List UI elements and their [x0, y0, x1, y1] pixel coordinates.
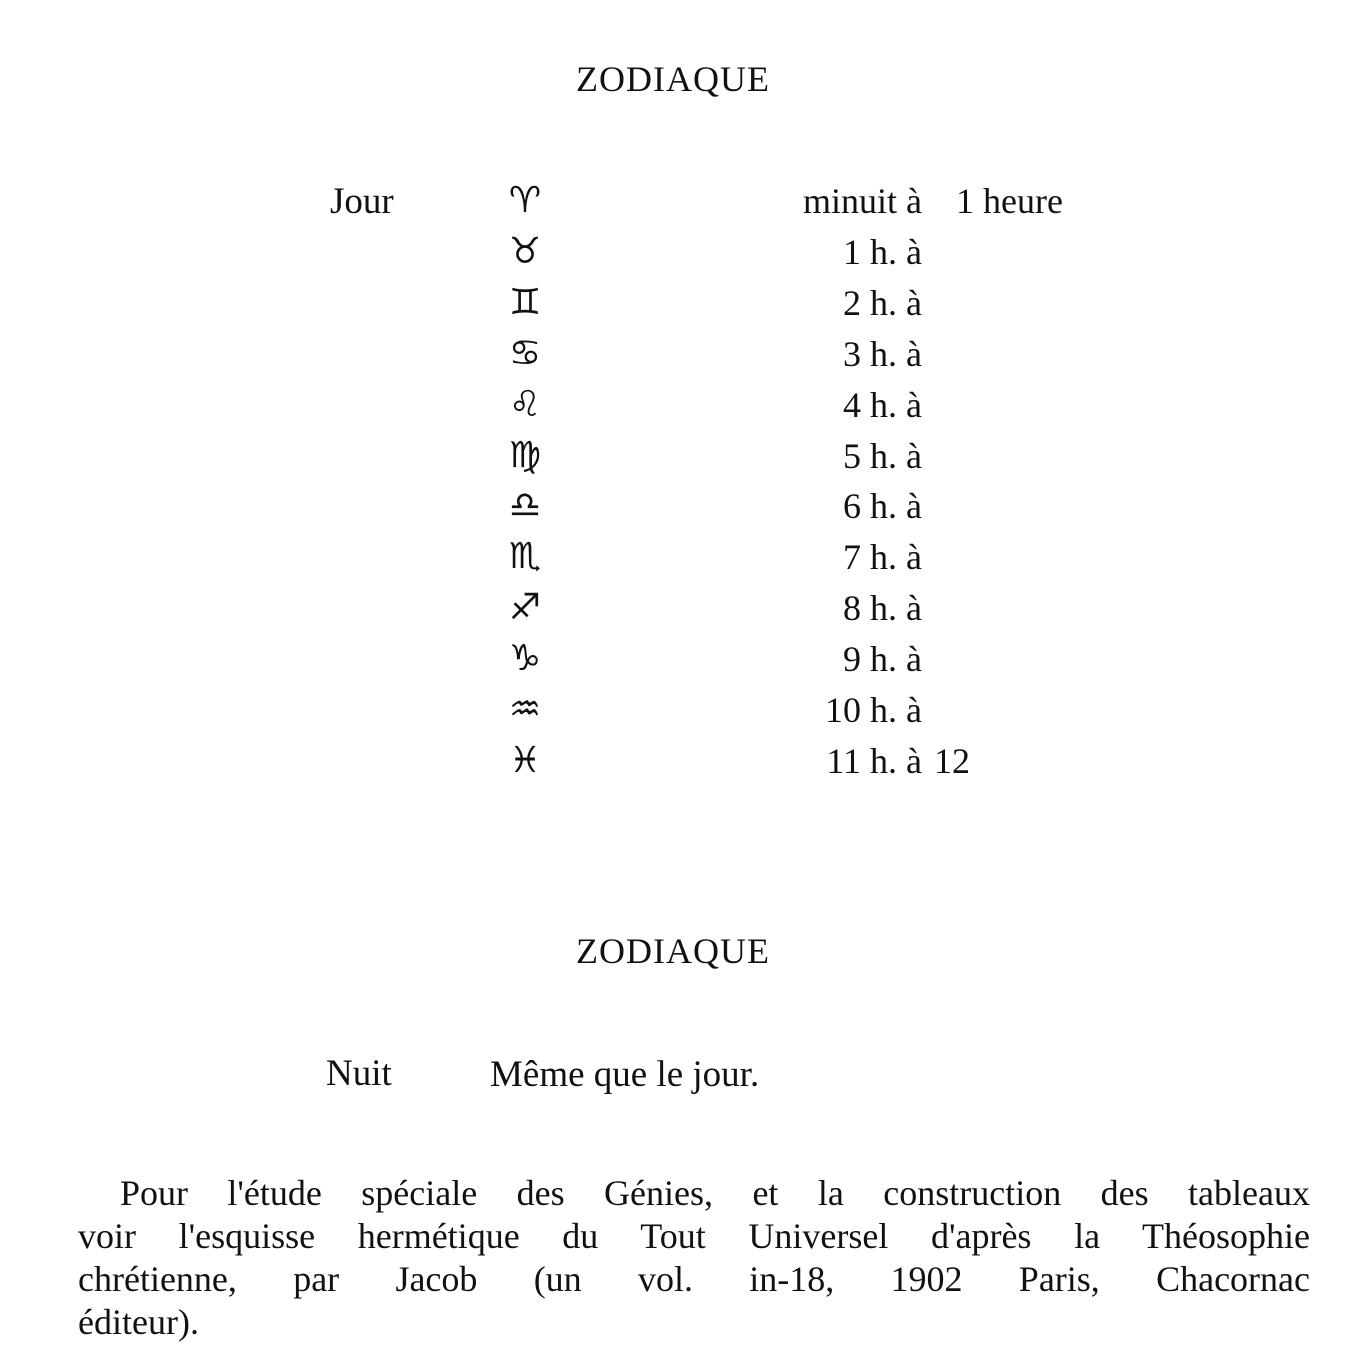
zodiac-sign-icon: ♏ — [508, 536, 542, 577]
night-text: Même que le jour. — [490, 1054, 760, 1095]
hour-start: 5 h. à — [843, 436, 922, 476]
hour-start: 3 h. à — [843, 334, 922, 374]
hour-start: 10 h. à — [825, 690, 922, 730]
table-row — [0, 587, 1346, 637]
hour-start: 8 h. à — [843, 588, 922, 628]
table-row — [0, 536, 1346, 586]
table-row — [0, 180, 1346, 230]
paragraph-line: éditeur). — [78, 1302, 199, 1342]
zodiac-sign-icon: ♓ — [508, 740, 542, 781]
hour-start: 9 h. à — [843, 639, 922, 679]
zodiac-sign-icon: ♌ — [508, 384, 542, 425]
zodiac-sign-icon: ♈ — [508, 180, 542, 221]
zodiac-sign-icon: ♉ — [508, 231, 542, 272]
zodiac-sign-icon: ♍ — [508, 435, 542, 476]
hour-start: minuit à — [803, 181, 922, 221]
paragraph-line: Pour l'étude spéciale des Génies, et la construction des tableaux — [120, 1173, 1310, 1213]
zodiac-sign-icon: ♎ — [508, 485, 542, 526]
zodiac-sign-icon: ♋ — [508, 333, 542, 374]
hour-end: 12 — [934, 741, 970, 781]
hour-start: 7 h. à — [843, 537, 922, 577]
table-row — [0, 282, 1346, 332]
paragraph-line: voir l'esquisse hermétique du Tout Universel d'après la Théosophie — [78, 1216, 1310, 1256]
table-row — [0, 485, 1346, 535]
hour-start: 2 h. à — [843, 283, 922, 323]
table-row — [0, 638, 1346, 688]
hour-end: 1 heure — [956, 181, 1063, 221]
hour-start: 11 h. à — [826, 741, 922, 781]
table-row — [0, 435, 1346, 485]
page-title-top: ZODIAQUE — [576, 59, 770, 99]
table-row — [0, 689, 1346, 739]
hour-start: 4 h. à — [843, 385, 922, 425]
zodiac-sign-icon: ♐ — [508, 587, 542, 628]
page-title-bottom: ZODIAQUE — [576, 931, 770, 971]
table-row — [0, 384, 1346, 434]
hour-start: 6 h. à — [843, 486, 922, 526]
night-label: Nuit — [326, 1053, 392, 1094]
table-row — [0, 740, 1346, 790]
paragraph-line: chrétienne, par Jacob (un vol. in-18, 1902 Paris, Chacornac — [78, 1259, 1310, 1299]
table-row — [0, 333, 1346, 383]
footnote-paragraph — [78, 1172, 1310, 1344]
zodiac-sign-icon: ♒ — [508, 689, 542, 730]
zodiac-sign-icon: ♊ — [508, 282, 542, 323]
zodiac-sign-icon: ♑ — [508, 638, 542, 679]
table-row — [0, 231, 1346, 281]
day-label: Jour — [330, 181, 394, 222]
hour-start: 1 h. à — [843, 232, 922, 272]
